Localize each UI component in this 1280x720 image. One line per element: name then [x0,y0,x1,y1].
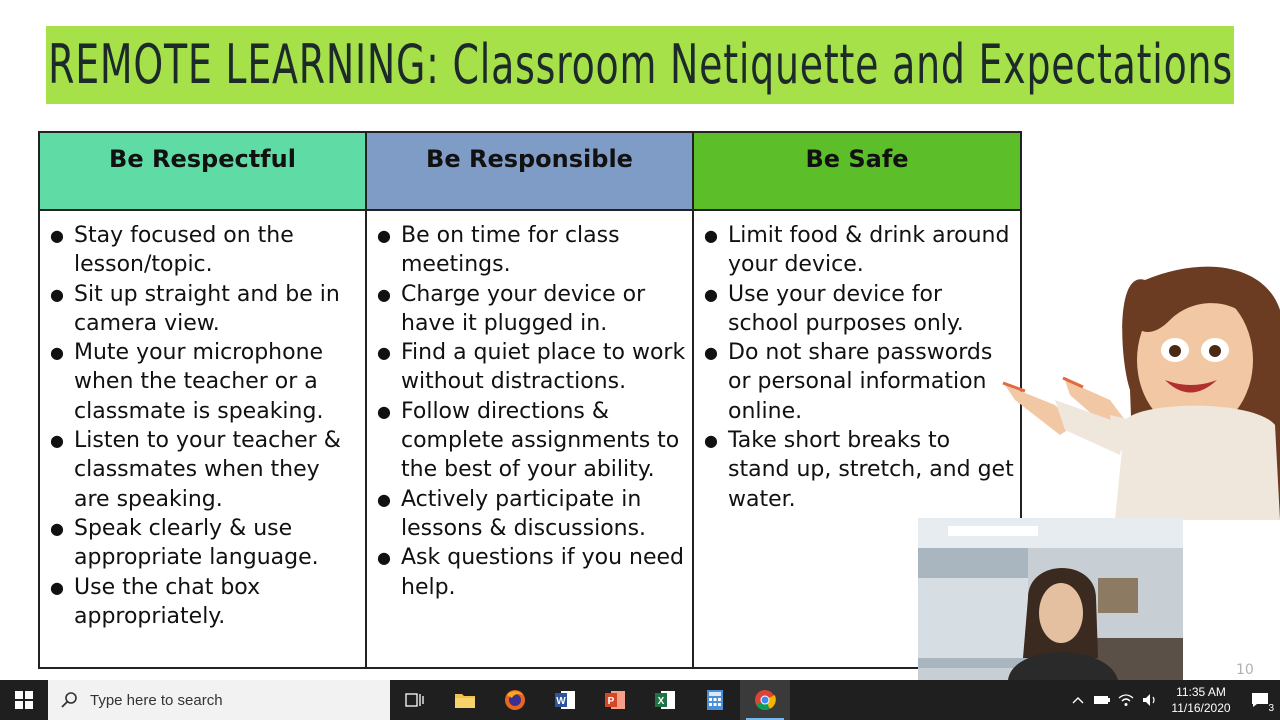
list-item: ● Follow directions & complete assignments to the best of your ability. [377,397,686,485]
search-placeholder: Type here to search [90,691,223,709]
list-item: ● Limit food & drink around your device. [704,221,1014,280]
list-item: ● Stay focused on the lesson/topic. [50,221,359,280]
clock-time: 11:35 AM [1176,685,1226,699]
taskbar-clock[interactable] [1162,684,1240,716]
svg-text:P: P [607,696,615,707]
notification-icon [1251,692,1269,708]
word-icon [554,690,576,710]
list-item: ● Be on time for class meetings. [377,221,686,280]
windows-taskbar [0,680,1280,720]
svg-text:X: X [657,696,665,707]
taskbar-search-box[interactable] [48,680,390,720]
webcam-video-feed [918,518,1183,680]
windows-logo-icon [15,691,33,709]
list-item: ● Listen to your teacher & classmates when they are speaking. [50,426,359,514]
task-view-icon [405,692,425,708]
powerpoint-button[interactable] [590,680,640,720]
excel-icon [654,690,676,710]
chrome-icon [754,689,776,711]
task-view-button[interactable] [390,680,440,720]
list-item: ● Use the chat box appropriately. [50,573,359,632]
list-item: ● Take short breaks to stand up, stretch, and get water. [704,426,1014,514]
powerpoint-icon [604,690,626,710]
list-item: ● Do not share passwords or personal information online. [704,338,1014,426]
start-button[interactable] [0,680,48,720]
chrome-button[interactable] [740,680,790,720]
word-button[interactable] [540,680,590,720]
volume-button[interactable] [1138,680,1162,720]
slide-page-number: 10 [1236,662,1254,678]
respectful-cell [39,210,366,668]
list-item: ● Find a quiet place to work without distractions. [377,338,686,397]
firefox-button[interactable] [490,680,540,720]
respectful-list [50,221,359,631]
slide-title: REMOTE LEARNING: Classroom Netiquette and Expectations [47,33,1233,96]
responsible-list [377,221,686,602]
firefox-icon [504,689,526,711]
expectations-table [38,131,1022,669]
header-be-responsible: Be Responsible [366,132,693,210]
svg-text:W: W [556,696,566,707]
title-banner [46,26,1234,104]
wifi-icon [1118,693,1134,707]
show-hidden-icons-button[interactable] [1066,680,1090,720]
speaker-icon [1142,693,1158,707]
battery-button[interactable] [1090,680,1114,720]
clock-date: 11/16/2020 [1171,701,1231,715]
chevron-up-icon [1072,696,1084,704]
calculator-icon [706,689,724,711]
list-item: ● Charge your device or have it plugged in. [377,280,686,339]
header-be-safe: Be Safe [693,132,1021,210]
list-item: ● Speak clearly & use appropriate language. [50,514,359,573]
notification-count: 3 [1268,703,1274,714]
folder-icon [454,691,476,709]
wifi-button[interactable] [1114,680,1138,720]
responsible-cell [366,210,693,668]
safe-list [704,221,1014,514]
list-item: ● Ask questions if you need help. [377,543,686,602]
list-item: ● Mute your microphone when the teacher or a classmate is speaking. [50,338,359,426]
file-explorer-button[interactable] [440,680,490,720]
action-center-button[interactable] [1240,680,1280,720]
system-tray [1066,680,1280,720]
excel-button[interactable] [640,680,690,720]
header-be-respectful: Be Respectful [39,132,366,210]
battery-icon [1093,695,1111,705]
calculator-button[interactable] [690,680,740,720]
search-icon [60,691,78,709]
teacher-avatar-illustration [995,250,1280,520]
list-item: ● Sit up straight and be in camera view. [50,280,359,339]
list-item: ● Use your device for school purposes only. [704,280,1014,339]
list-item: ● Actively participate in lessons & discussions. [377,485,686,544]
